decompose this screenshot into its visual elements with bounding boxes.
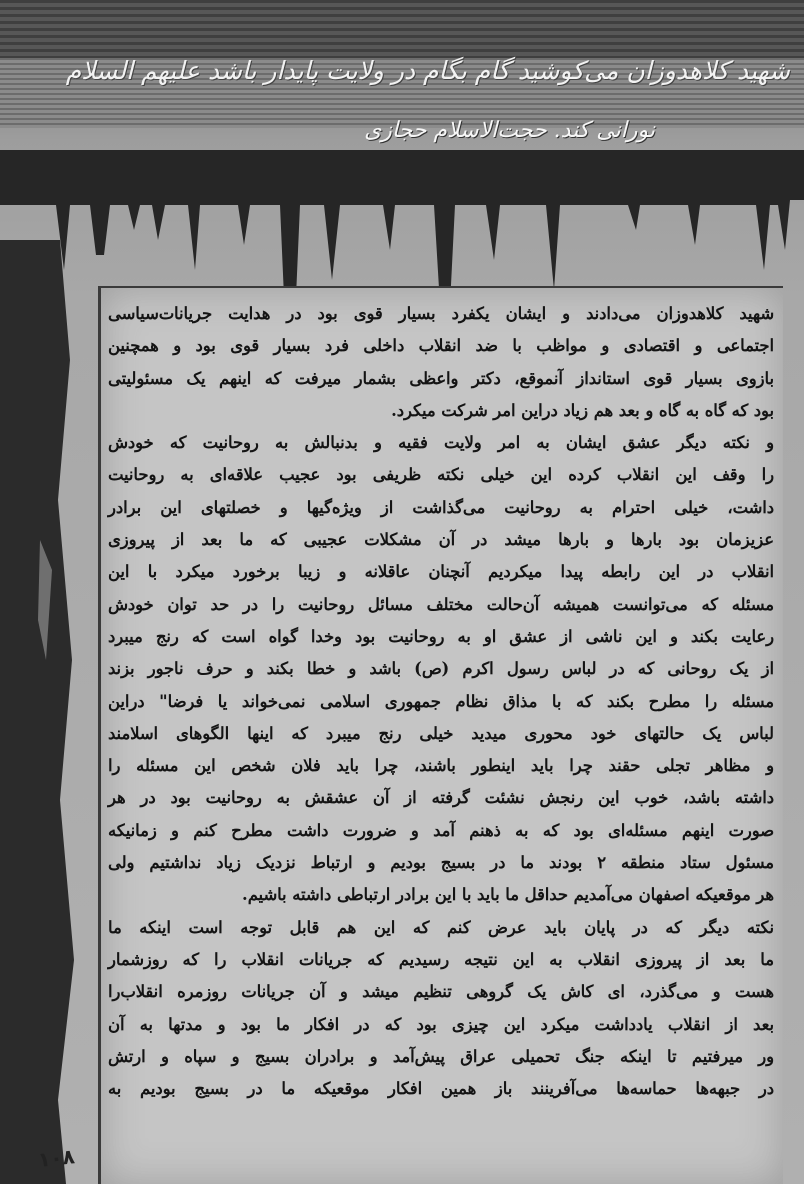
body-line: رعایت بکند و این ناشی از عشق او به روحانیت بود وخدا گواه است که رنج میبرد [108, 626, 774, 646]
body-line: و مظاهر تجلی حقند چرا باید اینطور باشند، چرا باید فلان شخص این مسئله را [108, 756, 774, 776]
body-line: انقلاب در این رابطه پیدا میکردیم آنچنان عاقلانه و زیبا برخورد میکرد با این [108, 562, 774, 582]
body-line: ما بعد از پیروزی انقلاب به این نتیجه رسیدیم که جریانات انقلاب را که روزشمار [108, 949, 774, 969]
body-line: بازوی بسیار قوی استانداز آنموقع، دکتر واعظی بشمار میرفت که اینهم یک مسئولیتی [108, 368, 774, 388]
page-number: ۱۰۸ [36, 1144, 76, 1172]
body-line: از یک روحانی که در لباس رسول اکرم (ص) باشد و خطا بکند و حرف ناجور بزند [108, 659, 774, 679]
body-line: بود که گاه به گاه و بعد هم زیاد دراین امر شرکت میکرد. [391, 400, 774, 420]
body-line: اجتماعی و اقتصادی و مواظب با ضد انقلاب داخلی فرد بسیار قوی بود و همچنین [108, 336, 774, 356]
top-dark-strip [0, 0, 804, 58]
left-ink-drip [0, 240, 110, 1184]
body-line: را وقف این انقلاب کرده این خیلی نکته ظریفی بود عجیب علاقه‌ای به روحانیت [108, 465, 774, 485]
body-line: در جبهه‌ها حماسه‌ها می‌آفرینند باز همین افکار موقعیکه ما در بسیج بودیم به [108, 1079, 774, 1099]
body-line: لباس یک حالتهای خود محوری میدید خیلی رنج میبرد که اینها الگوهای اسلامند [108, 723, 774, 743]
body-line: هر موقعیکه اصفهان می‌آمدیم حداقل ما باید با این برادر ارتباطی داشته باشیم. [242, 885, 774, 905]
body-line: هست و می‌گذرد، ای کاش یک گروهی تنظیم میشد و آن جریانات روزمره انقلاب‌را [108, 982, 774, 1002]
body-line: صورت اینهم مسئله‌ای بود که به ذهنم آمد و ضرورت داشت مطرح کنم و زمانیکه [108, 820, 774, 840]
body-line: داشته باشد، خوب این رنجش نشئت گرفته از آن عشقش به روحانیت بود در هر [108, 788, 774, 808]
body-line: شهید کلاهدوزان می‌دادند و ایشان یکفرد بسیار قوی بود در هدایت جریانات‌سیاسی [108, 304, 774, 323]
body-line: داشت، خیلی احترام به روحانیت می‌گذاشت از ویژه‌گیها و خصلتهای این برادر [108, 497, 774, 517]
body-line: بعد از انقلاب یادداشت میکرد این چیزی بود که در افکار ما بود و مدتها به آن [108, 1014, 774, 1034]
body-line: نکته دیگر که در پایان باید عرض کنم که این هم قابل توجه است اینکه ما [108, 917, 774, 937]
article-body [108, 298, 774, 1105]
header-calligraphy-title: شهید کلاهدوزان می‌کوشید گام بگام در ولایت پایدار باشد علیهم السلام [65, 56, 790, 85]
body-line: مسئله که می‌توانست همیشه آن‌حالت مختلف مسائل روحانیت را در حد توان خودش [108, 594, 774, 614]
body-line: عزیزمان بود بارها و بارها میشد در آن مشکلات عجیبی که ما بعد از پیروزی [108, 530, 774, 550]
body-line: مسئله را مطرح بکند که با مذاق نظام جمهوری اسلامی نمی‌خواند یا فرضا" دراین [108, 691, 774, 711]
body-line: مسئول ستاد منطقه ۲ بودند ما در بسیج بودیم و ارتباط نزدیک زیاد نداشتیم ولی [108, 853, 775, 873]
header-calligraphy-subtitle: نورانی کند. حجت‌الاسلام حجازی [364, 118, 655, 143]
body-line: ور میرفتیم تا اینکه جنگ تحمیلی عراق پیش‌آمد و برادران بسیج و سپاه و ارتش [108, 1046, 774, 1066]
body-line: و نکته دیگر عشق ایشان به امر ولایت فقیه و بدنبالش به روحانیت که خودش [108, 433, 774, 453]
